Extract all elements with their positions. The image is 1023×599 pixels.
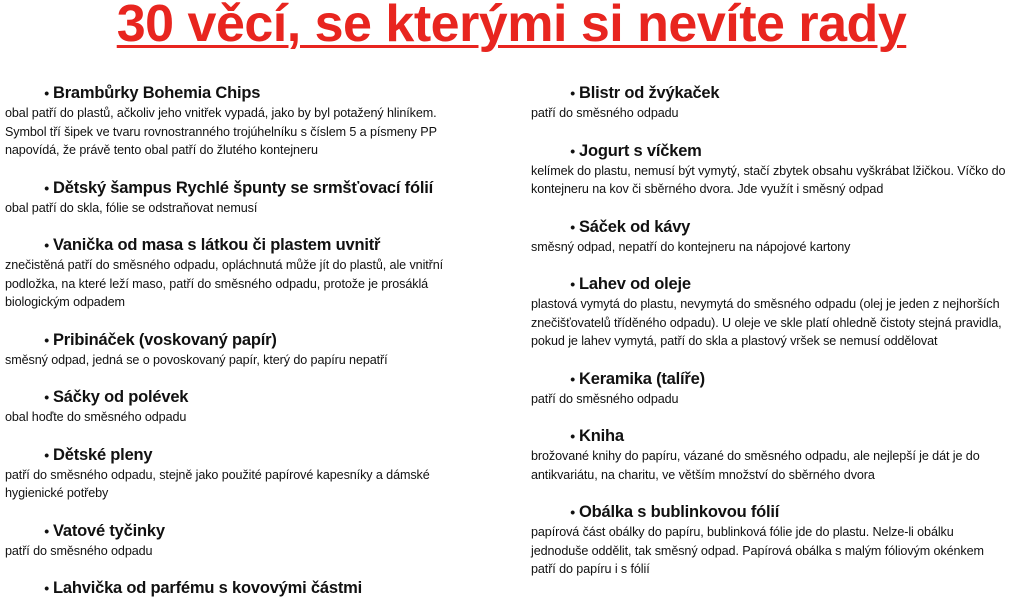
bullet-icon: • xyxy=(44,522,49,539)
bullet-icon: • xyxy=(570,142,575,159)
bullet-icon: • xyxy=(44,179,49,196)
item-description: plastová vymytá do plastu, nevymytá do směsného odpadu (olej je jeden z nejhorších znečišťovatelů tříděného odpadu). U oleje ve skle platí ohledně čistoty stejná pravidla, pokud je lahev vymytá, patří do skla a plastový vršek se nemusí oddělovat xyxy=(531,297,1002,348)
item-title: Keramika (talíře) xyxy=(579,369,705,388)
list-item xyxy=(5,329,475,370)
item-title: Sáčky od polévek xyxy=(53,388,189,406)
item-title: Jogurt s víčkem xyxy=(579,141,702,160)
bullet-icon: • xyxy=(570,276,575,292)
item-description: obal hoďte do směsného odpadu xyxy=(5,410,187,424)
item-description: patří do směsného odpadu xyxy=(5,543,153,558)
item-title: Pribináček (voskovaný papír) xyxy=(53,330,277,349)
item-description: patří do směsného odpadu xyxy=(531,106,679,120)
page-title: 30 věcí, se kterými si nevíte rady xyxy=(116,0,907,53)
list-item xyxy=(5,234,475,312)
item-description: patří do směsného odpadu, stejně jako použité papírové kapesníky a dámské hygienické potřeby xyxy=(5,467,430,500)
bullet-icon: • xyxy=(570,85,575,101)
item-description: směsný odpad, nepatří do kontejneru na nápojové kartony xyxy=(531,239,851,254)
item-title: Vanička od masa s látkou či plastem uvnitř xyxy=(53,236,381,254)
item-title: Dětský šampus Rychlé špunty se srmšťovací fólií xyxy=(53,178,433,197)
list-item xyxy=(531,140,1011,199)
item-description: znečistěná patří do směsného odpadu, opláchnutá může jít do plastů, ale vnitřní podložka, na které leží maso, patří do směsného odpadu, protože je prosáklá biologickým odpadem xyxy=(5,258,444,309)
list-item xyxy=(531,82,1011,123)
list-item xyxy=(531,273,1011,351)
item-title: Lahev od oleje xyxy=(579,275,691,293)
bullet-icon: • xyxy=(44,85,49,101)
bullet-icon: • xyxy=(570,218,575,235)
right-column xyxy=(531,82,1011,579)
bullet-icon: • xyxy=(44,331,49,348)
list-item xyxy=(5,82,475,160)
bullet-icon: • xyxy=(570,370,575,387)
bullet-icon: • xyxy=(44,580,49,596)
list-item xyxy=(5,577,475,599)
item-description: papírová část obálky do papíru, bublinková fólie jde do plastu. Nelze-li obálku jednoduše oddělit, tak směsný odpad. Papírová obálka s malým fóliovým okénkem patří do papíru i s fólií xyxy=(531,525,984,576)
item-title: Vatové tyčinky xyxy=(53,521,165,540)
item-description: směsný odpad, jedná se o povoskovaný papír, který do papíru nepatří xyxy=(5,352,388,367)
list-item xyxy=(5,386,475,427)
item-title: Kniha xyxy=(579,427,624,445)
list-item xyxy=(531,368,1011,409)
list-item xyxy=(531,216,1011,257)
item-title: Dětské pleny xyxy=(53,445,153,464)
bullet-icon: • xyxy=(570,504,575,520)
bullet-icon: • xyxy=(44,389,49,405)
left-column xyxy=(5,82,475,599)
list-item xyxy=(5,177,475,218)
item-description: patří do směsného odpadu xyxy=(531,391,679,406)
list-item xyxy=(531,501,1011,579)
item-title: Sáček od kávy xyxy=(579,217,691,236)
bullet-icon: • xyxy=(44,446,49,463)
item-description: kelímek do plastu, nemusí být vymytý, stačí zbytek obsahu vyškrábat lžičkou. Víčko do kontejneru na kov či sběrného dvora. Jde využít i směsný odpad xyxy=(531,163,1006,196)
item-title: Blistr od žvýkaček xyxy=(579,84,720,102)
bullet-icon: • xyxy=(570,428,575,444)
item-title: Obálka s bublinkovou fólií xyxy=(579,503,780,521)
list-item xyxy=(5,520,475,561)
item-description: obal patří do skla, fólie se odstraňovat nemusí xyxy=(5,200,258,215)
bullet-icon: • xyxy=(44,237,49,253)
item-title: Brambůrky Bohemia Chips xyxy=(53,84,261,102)
item-title: Lahvička od parfému s kovovými částmi xyxy=(53,579,362,597)
list-item xyxy=(5,444,475,503)
item-description: brožované knihy do papíru, vázané do směsného odpadu, ale nejlepší je dát je do antikvariátu, na charitu, ve větším množství do sběrného dvora xyxy=(531,449,980,482)
list-item xyxy=(531,425,1011,484)
item-description: obal patří do plastů, ačkoliv jeho vnitřek vypadá, jako by byl potažený hliníkem. Symbol tří šipek ve tvaru rovnostranného trojúhelníku s číslem 5 a písmeny PP napovídá, že právě tento obal patří do žlutého kontejneru xyxy=(5,106,437,157)
